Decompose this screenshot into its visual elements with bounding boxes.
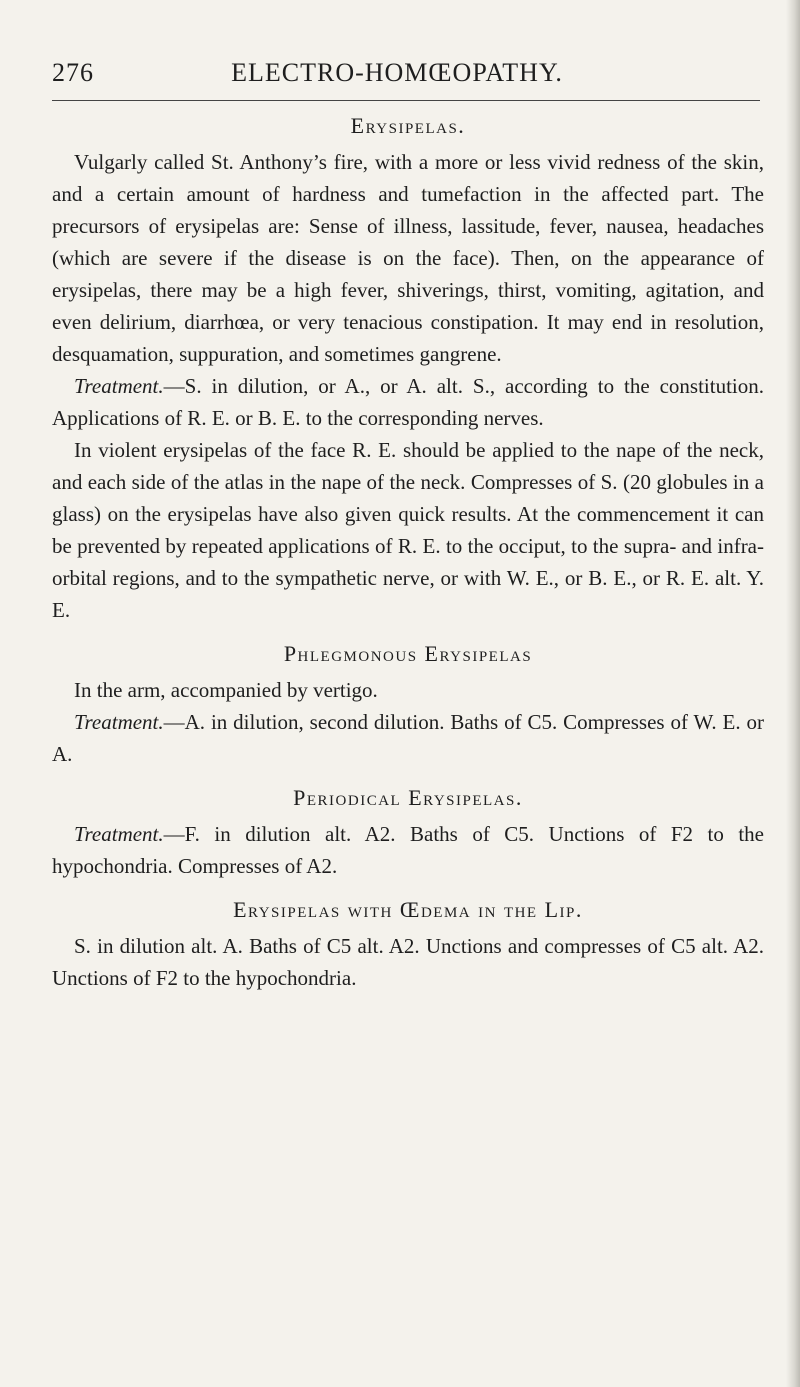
treatment-label: Treatment. <box>74 822 164 846</box>
paragraph-periodical-treatment <box>52 818 764 882</box>
header-rule <box>52 100 760 101</box>
treatment-label: Treatment. <box>74 374 164 398</box>
treatment-text: —A. in dilution, second dilution. Baths of C5. Compresses of W. E. or A. <box>52 710 764 766</box>
section-heading-erysipelas: Erysipelas. <box>350 113 466 138</box>
section-heading-oedema: Erysipelas with Œdema in the Lip. <box>233 897 583 922</box>
treatment-text: —S. in dilution, or A., or A. alt. S., according to the constitution. Applications of R. E. or B. E. to the corresponding nerves. <box>52 374 764 430</box>
page-body <box>52 110 764 994</box>
paragraph-oedema: S. in dilution alt. A. Baths of C5 alt. A2. Unctions and compresses of C5 alt. A2. Unctions of F2 to the hypochondria. <box>52 934 764 990</box>
running-head <box>52 58 742 88</box>
paragraph-description: Vulgarly called St. Anthony’s fire, with a more or less vivid redness of the skin, and a certain amount of hardness and tumefaction in the affected part. The precursors of erysipelas are: Sense of illness, lassitude, fever, nausea, headaches (which are severe if the disease is on the face). Then, on the appearance of erysipelas, there may be a high fever, shiverings, thirst, vomiting, agitation, and even delirium, diarrhœa, or very tenacious constipation. It may end in resolution, desquamation, suppuration, and sometimes gangrene. <box>52 150 764 366</box>
paragraph-phlegmonous-intro: In the arm, accompanied by vertigo. <box>74 678 378 702</box>
paragraph-phlegmonous-treatment <box>52 706 764 770</box>
paragraph-treatment <box>52 370 764 434</box>
treatment-text: —F. in dilution alt. A2. Baths of C5. Unctions of F2 to the hypochondria. Compresses of A2. <box>52 822 764 878</box>
section-heading-periodical: Periodical Erysipelas. <box>293 785 523 810</box>
running-title: ELECTRO-HOMŒOPATHY. <box>231 58 563 87</box>
treatment-label: Treatment. <box>74 710 164 734</box>
section-heading-phlegmonous: Phlegmonous Erysipelas <box>283 641 533 666</box>
page-edge-shadow <box>786 0 800 1387</box>
paragraph-violent-erysipelas: In violent erysipelas of the face R. E. should be applied to the nape of the neck, and each side of the atlas in the nape of the neck. Compresses of S. (20 globules in a glass) on the erysipelas have also given quick results. At the commencement it can be prevented by repeated applications of R. E. to the occiput, to the supra- and infra-orbital regions, and to the sympathetic nerve, or with W. E., or B. E., or R. E. alt. Y. E. <box>52 438 764 622</box>
page-number: 276 <box>52 58 94 87</box>
